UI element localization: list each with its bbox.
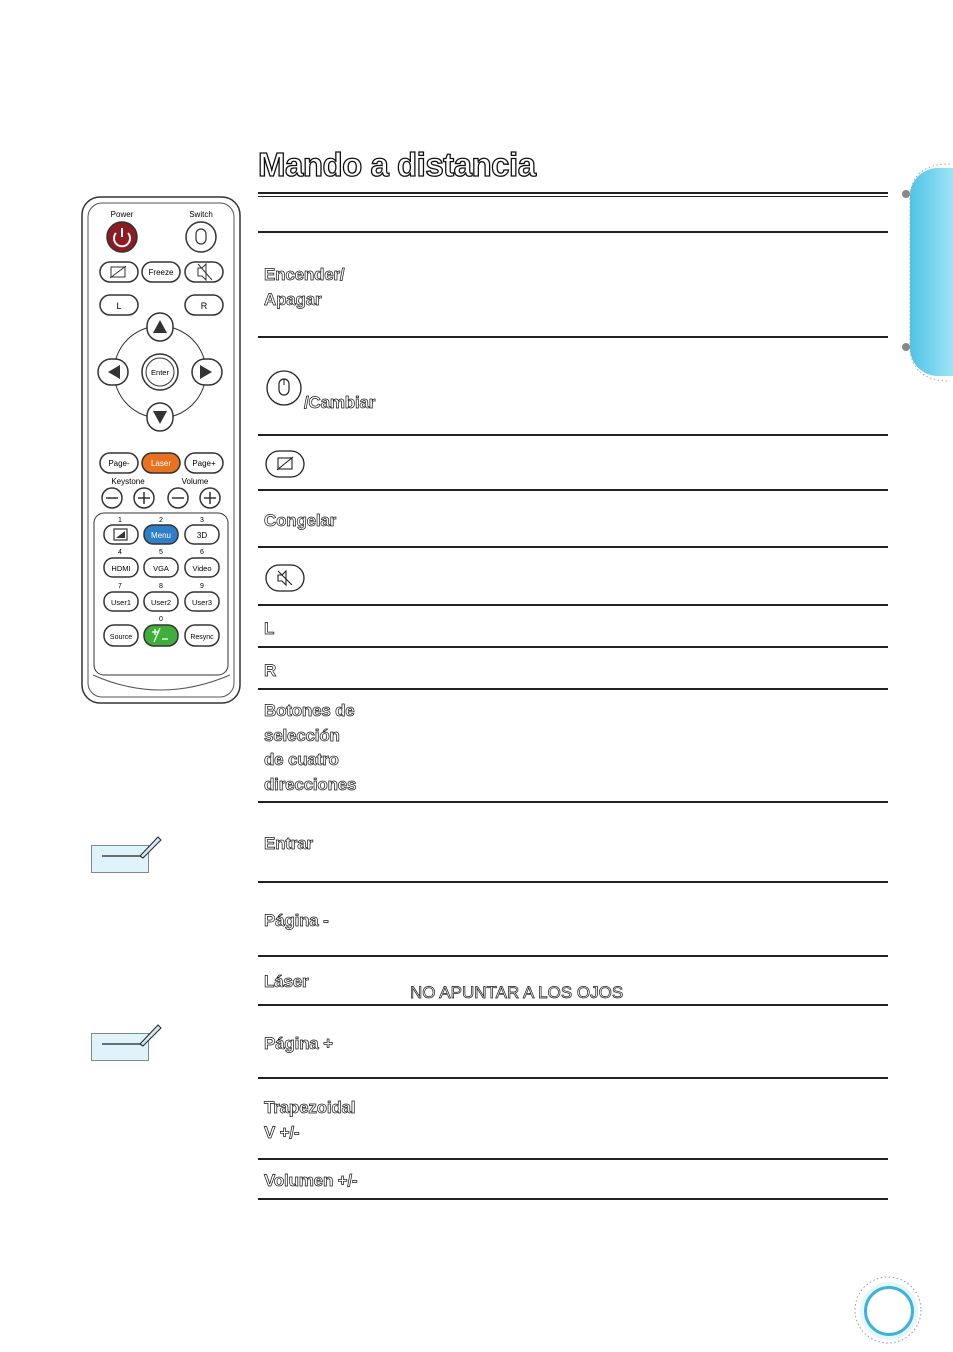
label-freeze: Congelar xyxy=(264,511,337,530)
svg-text:2: 2 xyxy=(159,517,163,524)
remote-control xyxy=(80,195,245,710)
svg-text:User3: User3 xyxy=(191,598,213,607)
switch-label: Switch xyxy=(189,210,213,219)
label-page-plus: Página + xyxy=(264,1034,333,1053)
svg-text:User2: User2 xyxy=(150,598,172,607)
blank-screen-icon xyxy=(265,450,305,478)
dotted-arc-decoration xyxy=(890,160,953,385)
row-divider xyxy=(258,434,888,436)
label-keystone: Trapezoidal V +/- xyxy=(264,1098,356,1142)
label-volume: Volumen +/- xyxy=(264,1171,358,1190)
label-switch: /Cambiar xyxy=(304,393,376,412)
volume-label: Volume xyxy=(181,477,209,486)
switch-mouse-icon xyxy=(265,369,303,407)
row-divider xyxy=(258,646,888,648)
svg-text:7: 7 xyxy=(118,583,122,590)
row-divider xyxy=(258,546,888,548)
svg-text:Resync: Resync xyxy=(190,634,214,641)
svg-text:Page+: Page+ xyxy=(192,459,216,468)
label-four-direction: Botones de selección de cuatro direcciones xyxy=(264,701,357,794)
row-divider xyxy=(258,801,888,803)
row-divider xyxy=(258,881,888,883)
pencil-icon xyxy=(100,832,162,862)
svg-text:1: 1 xyxy=(118,517,122,524)
svg-text:Laser: Laser xyxy=(150,459,172,468)
svg-text:Enter: Enter xyxy=(151,368,169,377)
blank-screen-button xyxy=(100,262,138,282)
row-divider xyxy=(258,955,888,957)
svg-text:L: L xyxy=(116,301,122,311)
svg-text:VGA: VGA xyxy=(153,564,169,573)
row-divider xyxy=(258,231,888,233)
svg-text:Video: Video xyxy=(192,564,212,573)
pencil-icon xyxy=(100,1020,162,1050)
laser-warning: NO APUNTAR A LOS OJOS xyxy=(410,983,624,1002)
svg-text:Source: Source xyxy=(109,634,133,641)
label-r: R xyxy=(264,661,277,680)
row-divider xyxy=(258,336,888,338)
svg-text:HDMI: HDMI xyxy=(111,564,131,573)
svg-text:Page-: Page- xyxy=(108,459,130,468)
page-title: Mando a distancia xyxy=(258,146,536,183)
label-power: Encender/ Apagar xyxy=(264,265,345,309)
switch-button xyxy=(186,222,216,252)
row-divider xyxy=(258,604,888,606)
label-page-minus: Página - xyxy=(264,911,329,930)
svg-text:5: 5 xyxy=(159,549,163,556)
zero-button xyxy=(144,625,178,646)
label-enter: Entrar xyxy=(264,834,313,853)
dotted-ring-decoration xyxy=(852,1274,924,1346)
svg-text:Menu: Menu xyxy=(150,531,172,540)
svg-text:0: 0 xyxy=(159,616,163,623)
svg-text:3: 3 xyxy=(200,517,204,524)
row-divider xyxy=(258,1158,888,1160)
keystone-label: Keystone xyxy=(111,477,145,486)
label-l: L xyxy=(264,619,275,638)
svg-text:6: 6 xyxy=(200,549,204,556)
svg-text:User1: User1 xyxy=(110,598,132,607)
row-divider xyxy=(258,1004,888,1006)
svg-text:4: 4 xyxy=(118,549,122,556)
row-divider xyxy=(258,688,888,690)
title-divider xyxy=(258,192,888,194)
mute-button xyxy=(185,262,223,282)
power-label: Power xyxy=(110,210,134,219)
title-divider-thin xyxy=(258,196,888,197)
label-laser: Láser xyxy=(264,972,309,991)
svg-text:8: 8 xyxy=(159,583,163,590)
row-divider xyxy=(258,489,888,491)
svg-text:R: R xyxy=(200,301,208,311)
svg-text:Freeze: Freeze xyxy=(148,268,174,277)
row-divider xyxy=(258,1198,888,1200)
row-divider xyxy=(258,1077,888,1079)
svg-text:3D: 3D xyxy=(196,531,208,540)
mute-icon xyxy=(265,564,305,592)
svg-text:9: 9 xyxy=(200,583,204,590)
